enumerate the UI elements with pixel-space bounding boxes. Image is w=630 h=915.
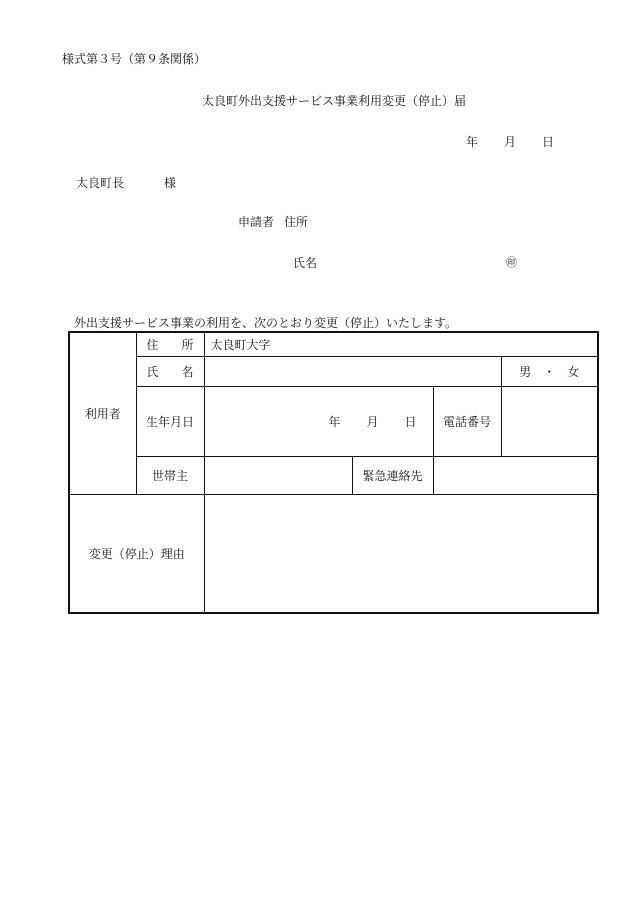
intro-text: 外出支援サービス事業の利用を、次のとおり変更（停止）いたします。 — [74, 316, 458, 330]
addressee-honorific: 様 — [164, 176, 177, 190]
date-year: 年 — [466, 135, 479, 149]
seal-mark: ㊞ — [506, 256, 517, 269]
sex-field[interactable] — [501, 356, 598, 386]
reason-field[interactable] — [204, 494, 598, 613]
householder-field[interactable] — [204, 456, 352, 494]
phone-label: 電話番号 — [433, 386, 501, 456]
addressee-name: 太良町長 — [76, 176, 125, 190]
phone-field[interactable] — [501, 386, 598, 456]
applicant-name-label: 氏名 — [293, 256, 318, 270]
name-label-cell — [136, 356, 204, 386]
address-field[interactable]: 太良町大字 — [204, 332, 598, 356]
name-label-2: 名 — [181, 364, 194, 379]
reason-label: 変更（停止）理由 — [69, 494, 204, 613]
applicant-address-line — [238, 213, 308, 230]
submission-date — [466, 133, 580, 150]
sex-separator: ・ — [543, 364, 556, 379]
applicant-label: 申請者 — [238, 215, 275, 229]
user-info-table — [68, 331, 599, 614]
address-label-cell — [136, 332, 204, 356]
birthdate-label: 生年月日 — [136, 386, 204, 456]
table-row — [69, 386, 598, 456]
table-row — [69, 456, 598, 494]
householder-label: 世帯主 — [136, 456, 204, 494]
sex-female[interactable]: 女 — [567, 364, 580, 379]
birth-day: 日 — [404, 414, 417, 429]
address-label-1: 住 — [146, 337, 159, 352]
address-label-2: 所 — [181, 337, 194, 352]
date-day: 日 — [542, 135, 555, 149]
date-month: 月 — [504, 135, 517, 149]
form-number: 様式第３号（第９条関係） — [62, 52, 207, 66]
applicant-address-label: 住所 — [284, 215, 309, 229]
addressee — [76, 174, 176, 191]
document-title: 太良町外出支援サービス事業利用変更（停止）届 — [201, 94, 466, 108]
table-row — [69, 332, 598, 356]
birth-month: 月 — [366, 414, 379, 429]
name-field[interactable] — [204, 356, 501, 386]
emergency-contact-field[interactable] — [433, 456, 598, 494]
emergency-contact-label: 緊急連絡先 — [352, 456, 433, 494]
sex-male[interactable]: 男 — [519, 364, 532, 379]
table-row — [69, 494, 598, 613]
table-row — [69, 356, 598, 386]
birthdate-field[interactable] — [204, 386, 433, 456]
name-label-1: 氏 — [146, 364, 159, 379]
user-header: 利用者 — [69, 332, 136, 494]
birth-year: 年 — [328, 414, 341, 429]
